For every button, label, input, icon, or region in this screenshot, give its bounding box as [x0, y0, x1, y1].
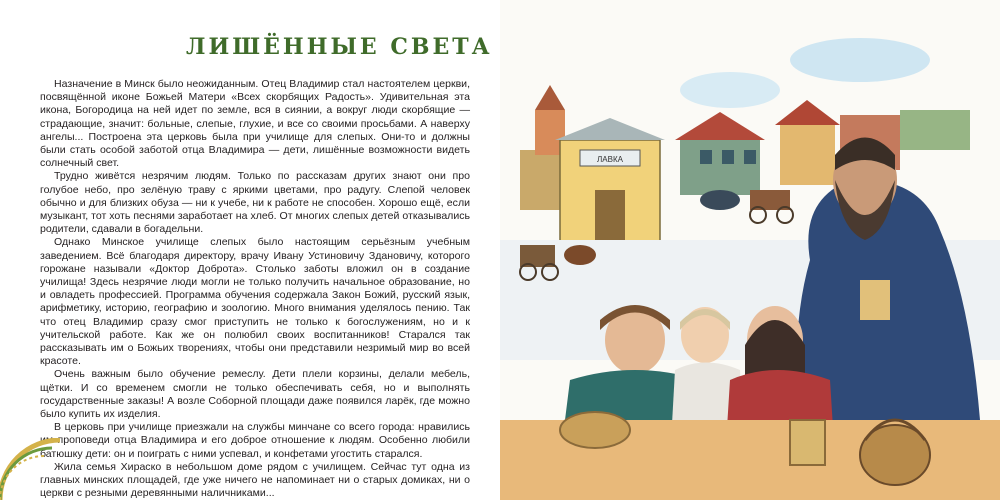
corner-ornament — [0, 438, 60, 500]
cloud — [680, 72, 780, 108]
shop-building — [555, 118, 665, 260]
paragraph: Жила семья Хираско в небольшом доме рядом с училищем. Сейчас тут одна из главных минских площадей, где уже ничего не напоминает ни о старых домиках, ни о церкви с резными деревянными наличниками... — [40, 460, 470, 500]
cloud — [790, 38, 930, 82]
shop-sign: ЛАВКА — [597, 155, 623, 164]
paragraph: Однако Минское училище слепых было настоящим серьёзным учебным заведением. Всё благодаря директору, врачу Ивану Устиновичу Здановичу, которого горожане называли «Доктор Доброта». Столько заботы вложил он в создание училища! Здесь незрячие люди могли не только получить начальное образование, но и овладеть профессией. Программа обучения содержала Закон Божий, русский язык, арифметику, историю, географию и зоологию. Много внимания уделялось пению. Так что отец Владимир сразу смог приступить не только к богослужениям, но и к учительской работе. Как же он полюбил своих воспитанников! Старался так рассказывать им о Божьих творениях, чтобы они представили незримый мир во всей красоте. — [40, 236, 470, 368]
illustration — [500, 0, 1000, 500]
basket — [860, 280, 890, 320]
paragraph: Трудно живётся незрячим людям. Только по рассказам других знают они про голубое небо, про зелёную траву с яркими цветами, про радугу. Слепой человек обычно и для близких обуза — ни к учебе, ни к работе не способен. Хорошо ещё, если музыкант, тот хоть песнями заработает на хлеб. От многих слепых детей отказывались родители, сдавали в богадельни. — [40, 170, 470, 236]
basket — [790, 420, 825, 465]
paragraph: В церковь при училище приезжали на службы минчане со всего города: нравились им проповеди отца Владимира и его доброе отношение к людям. Особенно любили батюшку дети: он и поиграть с ними успевал, и конфетами угостить старался. — [40, 421, 470, 460]
text-page — [0, 0, 500, 500]
chapter-title: ЛИШЁННЫЕ СВЕТА — [186, 34, 493, 60]
chapter-body — [40, 78, 470, 501]
basket — [560, 412, 630, 448]
paragraph: Очень важным было обучение ремеслу. Дети плели корзины, делали мебель, щётки. И со временем смогли не только обеспечивать себя, но и выполнять государственные заказы! А возле Соборной площади даже появился ларёк, где можно было купить их изделия. — [40, 368, 470, 421]
paragraph: Назначение в Минск было неожиданным. Отец Владимир стал настоятелем церкви, посвящённой иконе Божьей Матери «Всех скорбящих Радость». Удивительная эта икона, Богородица на ней идет по земле, вся в сиянии, а вокруг люди скорбящие — страдающие, значит: больные, слепые, глухие, и все со своими просьбами. А наверху ангелы... Построена эта церковь была при училище для слепых. Они-то и должны были стать особой заботой отца Владимира — дети, лишённые возможности видеть солнечный свет. — [40, 78, 470, 170]
